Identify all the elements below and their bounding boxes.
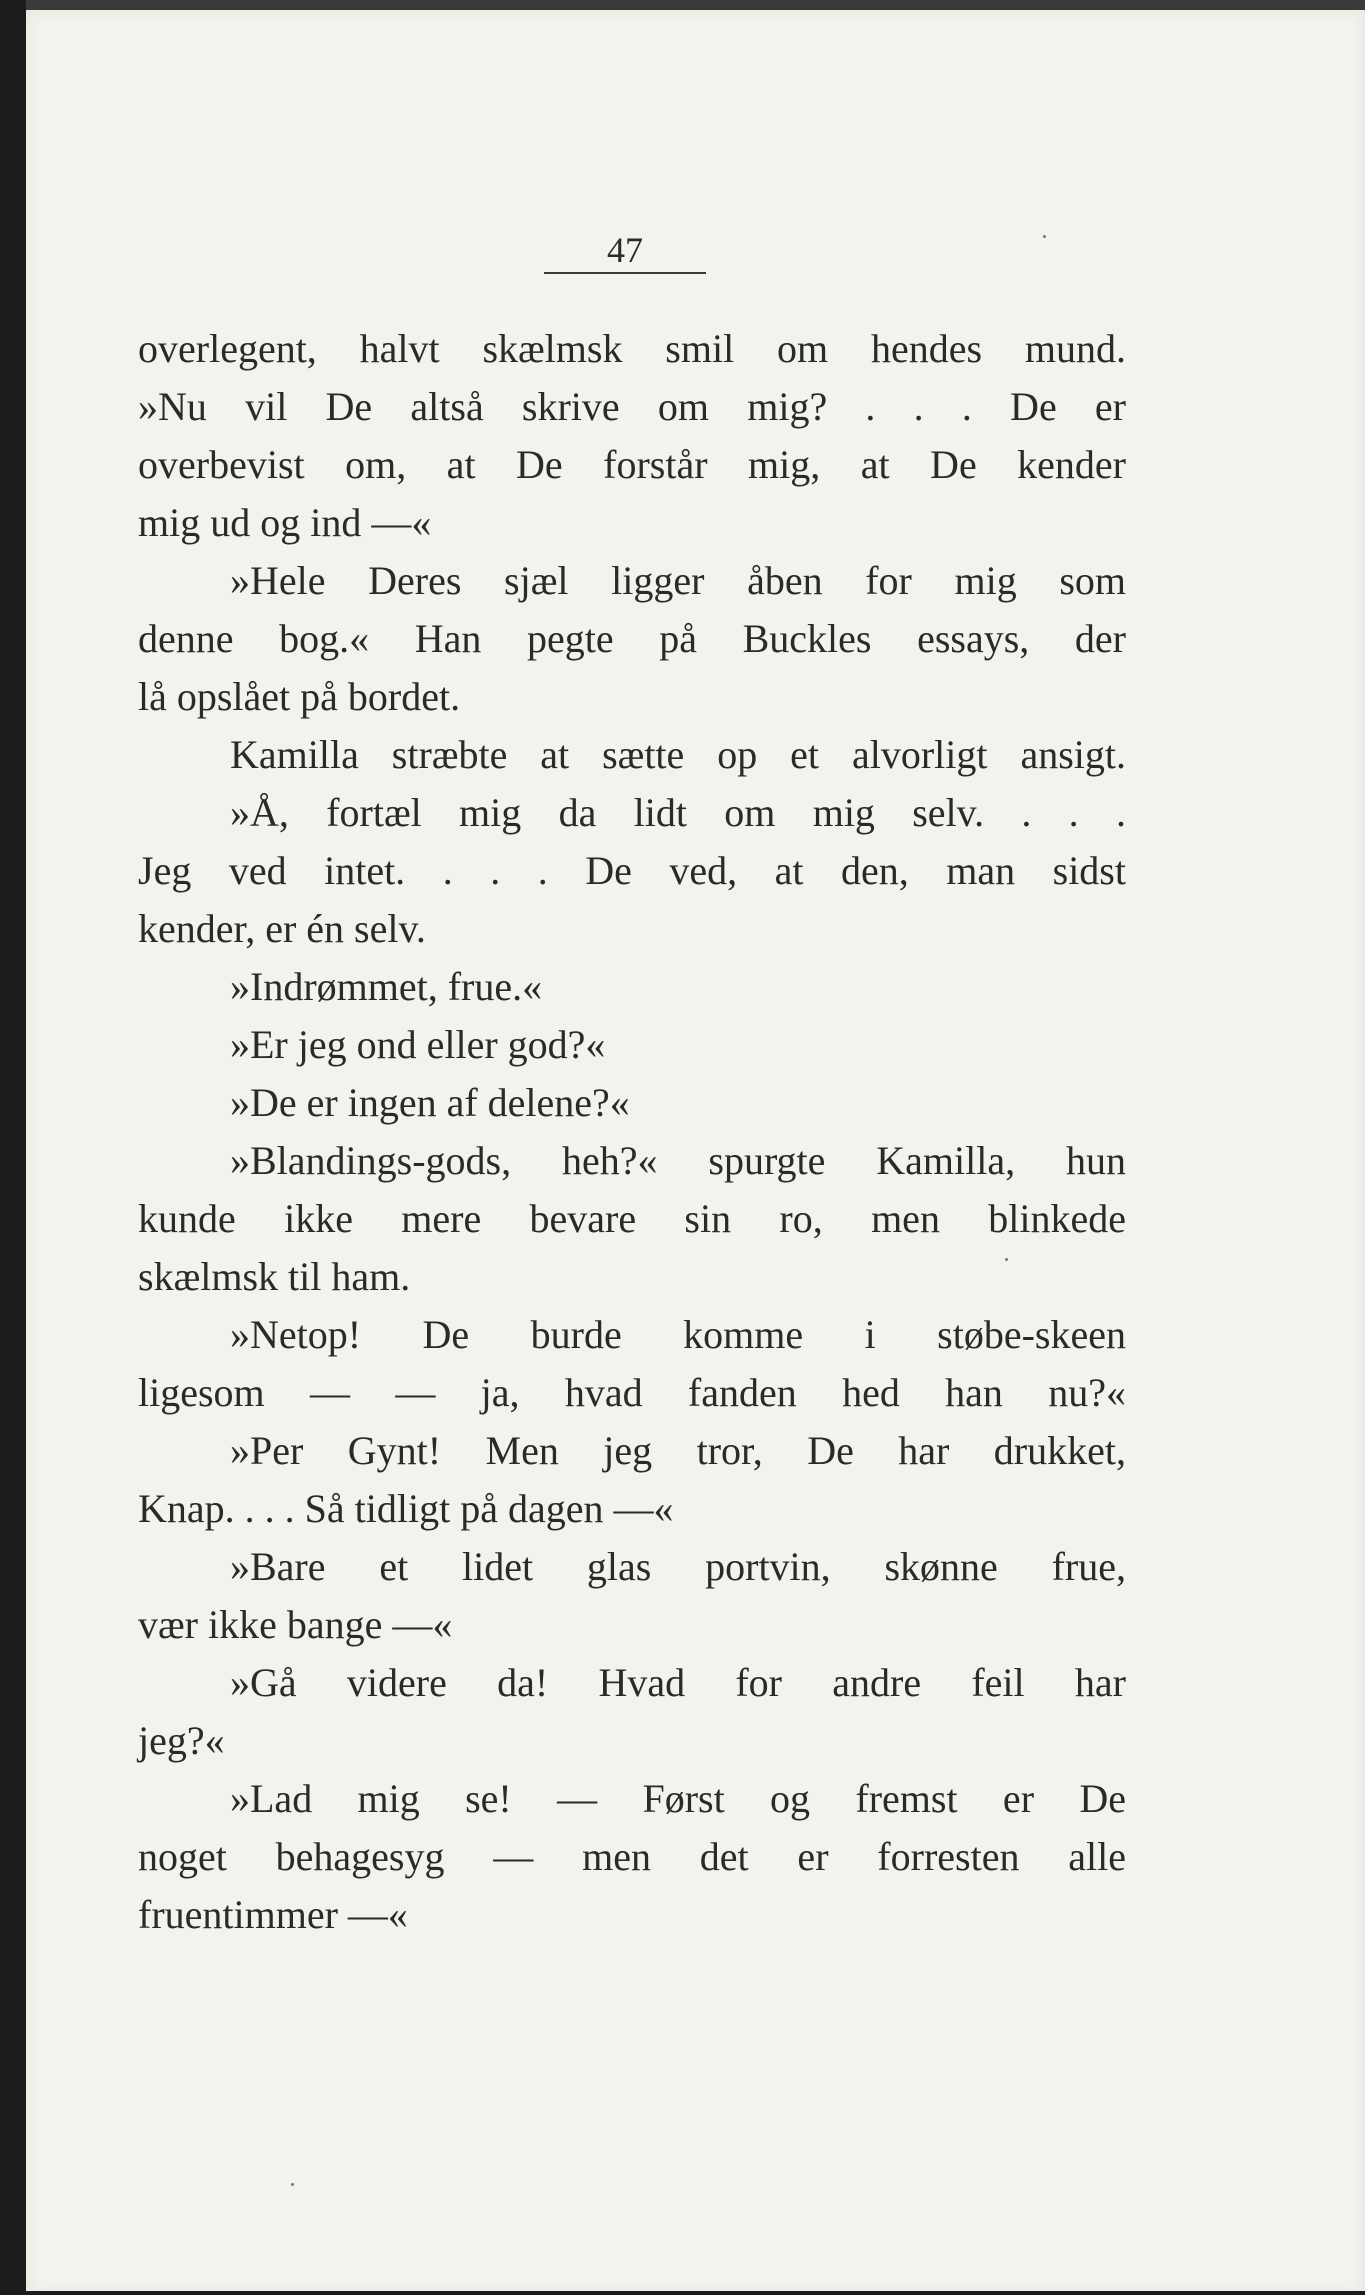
text-line: overlegent, halvt skælmsk smil om hendes mund. (138, 326, 1126, 371)
text-line: »Bare et lidet glas portvin, skønne frue, (230, 1544, 1126, 1589)
text-line: »Lad mig se! — Først og fremst er De (230, 1776, 1126, 1821)
paper-speck (1005, 1258, 1008, 1261)
text-line: fruentimmer —« (138, 1892, 408, 1937)
text-line: »Hele Deres sjæl ligger åben for mig som (230, 558, 1126, 603)
scan-edge-left (0, 0, 26, 2295)
text-line: »Indrømmet, frue.« (230, 964, 543, 1009)
text-line: lå opslået på bordet. (138, 674, 461, 719)
text-line: »Per Gynt! Men jeg tror, De har drukket, (230, 1428, 1126, 1473)
text-line: jeg?« (138, 1718, 225, 1763)
text-line: Kamilla stræbte at sætte op et alvorligt ansigt. (230, 732, 1126, 777)
text-line: kunde ikke mere bevare sin ro, men blinkede (138, 1196, 1126, 1241)
text-line: »Netop! De burde komme i støbe-skeen (230, 1312, 1126, 1357)
paper-speck (1043, 235, 1046, 238)
page-number: 47 (607, 230, 643, 270)
text-line: »Å, fortæl mig da lidt om mig selv. . . . (230, 790, 1126, 835)
text-line: noget behagesyg — men det er forresten alle (138, 1834, 1126, 1879)
text-line: kender, er én selv. (138, 906, 426, 951)
text-line: »Blandings-gods, heh?« spurgte Kamilla, hun (230, 1138, 1126, 1183)
text-line: denne bog.« Han pegte på Buckles essays, der (138, 616, 1126, 661)
text-line: »De er ingen af delene?« (230, 1080, 630, 1125)
scan-edge-top (0, 0, 1365, 10)
body-text (138, 320, 1126, 1944)
paper-speck (291, 2183, 294, 2186)
page-number-rule (544, 272, 706, 274)
text-line: »Er jeg ond eller god?« (230, 1022, 606, 1067)
text-line: skælmsk til ham. (138, 1254, 411, 1299)
text-line: »Nu vil De altså skrive om mig? . . . De er (138, 384, 1126, 429)
text-line: vær ikke bange —« (138, 1602, 453, 1647)
text-line: overbevist om, at De forstår mig, at De kender (138, 442, 1126, 487)
text-line: mig ud og ind —« (138, 500, 432, 545)
text-line: ligesom — — ja, hvad fanden hed han nu?« (138, 1370, 1126, 1415)
text-line: »Gå videre da! Hvad for andre feil har (230, 1660, 1126, 1705)
text-line: Knap. . . . Så tidligt på dagen —« (138, 1486, 674, 1531)
scan-edge-bottom (0, 2291, 1365, 2295)
text-line: Jeg ved intet. . . . De ved, at den, man sidst (138, 848, 1126, 893)
